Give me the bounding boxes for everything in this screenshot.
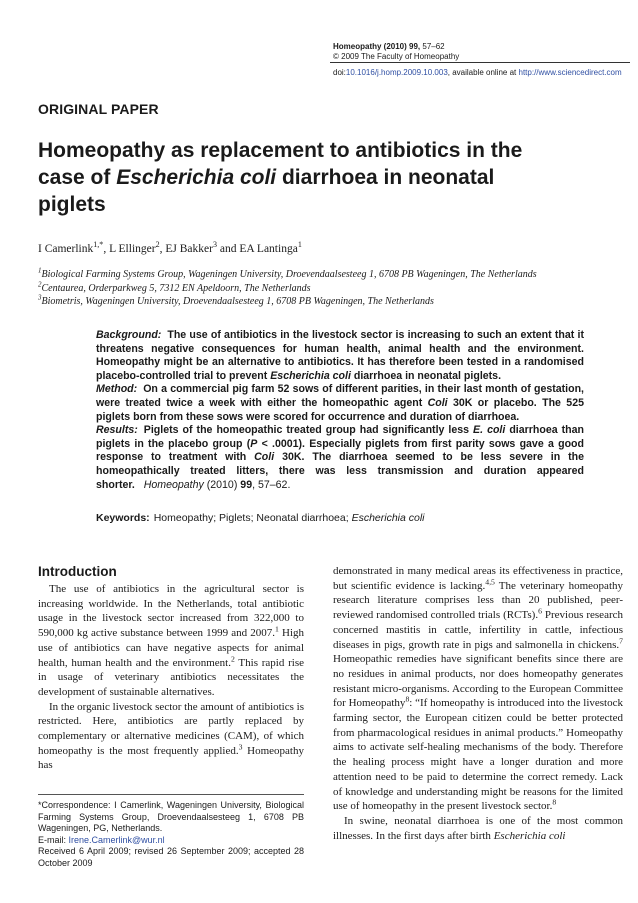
- abstract: [96, 329, 584, 492]
- abstract-results: Results: Piglets of the homeopathic treated group had significantly less E. coli diarrhoea than piglets in the placebo group (P < .0001). Especially piglets from first parity sows gave a good response to treatment with Coli 30K. The diarrhoea seemed to be less severe in the homeopathically treated litters, there was less transmission and duration appeared shorter. Homeopathy (2010) 99, 57–62.: [96, 424, 584, 491]
- affiliation: $^1$Biological Farming Systems Group, Wageningen University, Droevendaalsesteeg 1, 6708 PB Wageningen, The Netherlands: [38, 266, 537, 280]
- doi-line: doi:10.1016/j.homp.2009.10.003, available online at http://www.sciencedirect.com: [333, 68, 622, 77]
- author: EJ Bakker$^3$: [165, 240, 217, 255]
- sciencedirect-link[interactable]: http://www.sciencedirect.com: [518, 68, 622, 77]
- email-link[interactable]: Irene.Camerlink@wur.nl: [68, 834, 165, 845]
- section-label: ORIGINAL PAPER: [38, 101, 159, 117]
- affiliation: $^3$Biometris, Wageningen University, Droevendaalsesteeg 1, 6708 PB Wageningen, The Netherlands: [38, 293, 434, 307]
- paragraph: demonstrated in many medical areas its effectiveness in practice, but scientific evidence is lacking.$^{4,5}$ The veterinary homeopathy research literature comprises less than 20 published, peer-reviewed randomised controlled trials (RCTs).$^6$ Previous research concerned mastitis in cattle, infertility in cattle, infectious diseases in pigs, growth rate in pigs and salmonella in chickens.$^7$ Homeopathic remedies have significant benefits since there are no residues in animal products, nor does homeopathy generates resistant micro-organisms. According to the European Committee for Homeopathy$^8$: “If homeopathy is introduced into the livestock farming sector, the European citizen could be better protected from pharmacological residues in animal products.” Homeopathy aims to activate self-healing mechanisms of the body. Therefore the healing process might have a longer duration and more attention need to be paid to determine the correct remedy. Lack of knowledge and understanding might be reasons for the limited use of homeopathy in the present livestock sector.$^8$: [333, 565, 623, 813]
- author: I Camerlink$^{1,*}$: [38, 240, 104, 255]
- keywords: Keywords: Homeopathy; Piglets; Neonatal diarrhoea; Escherichia coli: [96, 512, 425, 524]
- paragraph: The use of antibiotics in the agricultural sector is increasing worldwide. In the Netherlands, total antibiotic usage in the livestock sector increased from 322,000 to 590,000 kg active substance between 1999 and 2007.$^1$ High use of antibiotics can have negative aspects for animal health, human health and the environment.$^2$ This rapid rise in usage of veterinary antibiotics necessitates the development of sustainable alternatives.: [38, 583, 305, 698]
- paragraph: In swine, neonatal diarrhoea is one of the most common illnesses. In the first days after birth Escherichia coli: [333, 814, 623, 842]
- author: L Ellinger$^2$: [109, 240, 160, 255]
- journal-header: [333, 42, 625, 78]
- affiliations: [38, 268, 628, 309]
- author: EA Lantinga$^1$: [239, 240, 302, 255]
- doi-link[interactable]: 10.1016/j.homp.2009.10.003: [345, 68, 448, 77]
- journal-citation: Homeopathy (2010) 99, 57–62: [333, 42, 445, 51]
- footnote-rule: [38, 794, 304, 795]
- journal-copyright: © 2009 The Faculty of Homeopathy: [333, 52, 460, 61]
- header-rule: [330, 62, 630, 63]
- abstract-citation: Homeopathy (2010) 99, 57–62.: [143, 478, 291, 491]
- abstract-background: Background: The use of antibiotics in the livestock sector is increasing to such an extent that it threatens negative consequences for human health, animal health and the environment. Homeopathy might be an alternative to antibiotics. It has therefore been tested in a randomised placebo-controlled trial to prevent Escherichia coli diarrhoea in neonatal piglets.: [96, 329, 584, 382]
- left-column: [38, 582, 304, 773]
- affiliation: $^2$Centaurea, Orderparkweg 5, 7312 EN Apeldoorn, The Netherlands: [38, 280, 311, 294]
- right-column: [333, 564, 623, 843]
- correspondence-footnote: *Correspondence: I Camerlink, Wageningen University, Biological Farming Systems Group, Droevendaalsesteeg 1, 6708 PB Wageningen, PG, Netherlands. E-mail: Irene.Camerlink@wur.nl Received 6 April 2009; revised 26 September 2009; accepted 28 October 2009: [38, 800, 304, 868]
- abstract-method: Method: On a commercial pig farm 52 sows of different parities, in their last month of gestation, were treated twice a week with either the homeopathic agent Coli 30K or placebo. The 525 piglets born from these sows were scored for occurrence and duration of diarrhoea.: [96, 383, 584, 423]
- paragraph: In the organic livestock sector the amount of antibiotics is restricted. Here, antibiotics are partly replaced by complementary or alternative medicines (CAM), of which homeopathy is the most frequently applied.$^3$ Homeopathy has: [38, 700, 304, 772]
- introduction-heading: Introduction: [38, 564, 117, 579]
- article-title: Homeopathy as replacement to antibiotics in the case of Escherichia coli diarrhoea in neonatal piglets: [38, 139, 523, 216]
- author-list: I Camerlink$^{1,*}$, L Ellinger$^2$, EJ Bakker$^3$ and EA Lantinga$^1$: [38, 240, 302, 255]
